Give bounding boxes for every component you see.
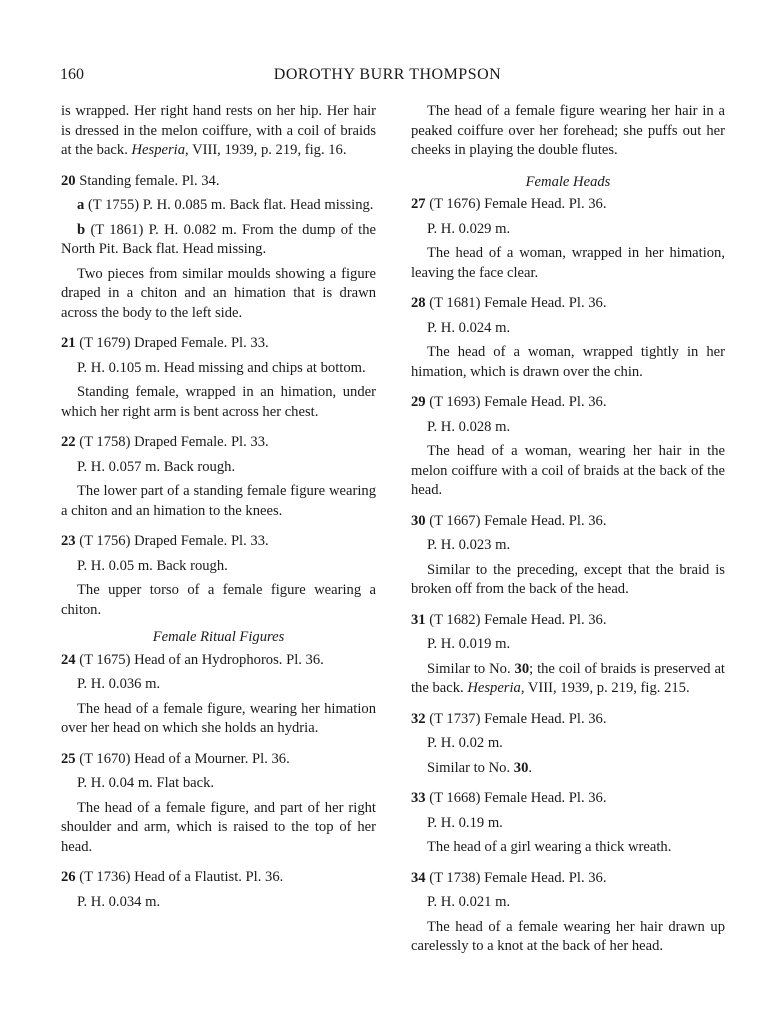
right-column <box>411 102 725 962</box>
page-number: 160 <box>60 66 84 83</box>
entry-dimensions: P. H. 0.105 m. Head missing and chips at bottom. <box>77 359 366 376</box>
entry-dimensions: P. H. 0.02 m. <box>427 735 503 751</box>
entry-heading: 23 (T 1756) Draped Female. Pl. 33. <box>61 533 269 549</box>
entry-number: 26 <box>61 869 76 885</box>
catalogue-entry-23 <box>61 532 376 620</box>
entry-number: 23 <box>61 533 76 549</box>
catalogue-entry-27 <box>411 195 725 283</box>
entry-description: The head of a girl wearing a thick wreath. <box>427 839 672 855</box>
entry-number: 24 <box>61 651 76 668</box>
entry-number: 22 <box>61 434 76 450</box>
catalogue-entry-28 <box>411 294 725 382</box>
entry-number: 32 <box>411 710 426 727</box>
section-heading: Female Ritual Figures <box>152 629 285 645</box>
running-title: DOROTHY BURR THOMPSON <box>273 66 502 83</box>
catalogue-entry-32 <box>411 710 725 779</box>
entry-dimensions: P. H. 0.034 m. <box>77 893 161 910</box>
entry-subitem-b: b (T 1861) P. H. 0.082 m. From the dump of the North Pit. Back flat. Head missing. <box>61 221 376 257</box>
entry-heading: 33 (T 1668) Female Head. Pl. 36. <box>411 790 607 806</box>
entry-description: Similar to No. 30; the coil of braids is preserved at the back. Hesperia, VIII, 1939, p. 219, fig. 215. <box>411 660 725 696</box>
entry-heading: 21 (T 1679) Draped Female. Pl. 33. <box>61 335 269 351</box>
entry-number: 20 <box>61 172 76 189</box>
entry-dimensions: P. H. 0.024 m. <box>427 319 511 336</box>
entry-heading: 28 (T 1681) Female Head. Pl. 36. <box>411 295 607 311</box>
entry-description: The head of a female wearing her hair drawn up carelessly to a knot at the back of her head. <box>411 918 725 954</box>
entry-description: The head of a woman, wrapped in her himation, leaving the face clear. <box>411 245 725 281</box>
entry-number: 31 <box>411 611 426 628</box>
section-heading: Female Heads <box>525 173 611 190</box>
catalogue-entry-33 <box>411 789 725 858</box>
entry-number: 27 <box>411 196 426 212</box>
entry-heading: 31 (T 1682) Female Head. Pl. 36. <box>411 611 607 628</box>
continued-text: The head of a female figure wearing her hair in a peaked coiffure over her forehead; she puffs out her cheeks in playing the double flutes. <box>411 103 725 158</box>
entry-subitem-a: a (T 1755) P. H. 0.085 m. Back flat. Head missing. <box>77 197 374 213</box>
entry-description: Similar to No. 30. <box>427 759 533 776</box>
entry-dimensions: P. H. 0.036 m. <box>77 676 161 692</box>
entry-heading: 25 (T 1670) Head of a Mourner. Pl. 36. <box>61 750 290 767</box>
entry-heading: 24 (T 1675) Head of an Hydrophoros. Pl. 36. <box>61 651 324 668</box>
catalogue-entry-24 <box>61 651 376 739</box>
entry-description: The head of a woman, wrapped tightly in her himation, which is drawn over the chin. <box>411 344 725 380</box>
entry-number: 29 <box>411 394 426 410</box>
entry-dimensions: P. H. 0.019 m. <box>427 636 511 652</box>
entry-heading: 20 Standing female. Pl. 34. <box>61 172 220 189</box>
entry-description: The head of a female figure, wearing her himation over her head on which she holds an hydria. <box>61 700 376 736</box>
entry-heading: 30 (T 1667) Female Head. Pl. 36. <box>411 512 607 529</box>
catalogue-entry-20 <box>61 172 376 324</box>
entry-description: The head of a woman, wearing her hair in the melon coiffure with a coil of braids at the back of the head. <box>411 443 725 498</box>
entry-description: Similar to the preceding, except that the braid is broken off from the back of the head. <box>411 561 725 597</box>
entry-heading: 27 (T 1676) Female Head. Pl. 36. <box>411 196 607 212</box>
entry-dimensions: P. H. 0.029 m. <box>427 220 511 237</box>
entry-dimensions: P. H. 0.023 m. <box>427 537 511 553</box>
entry-dimensions: P. H. 0.19 m. <box>427 814 503 831</box>
entry-number: 25 <box>61 750 76 767</box>
entry-description: The upper torso of a female figure wearing a chiton. <box>61 582 376 618</box>
entry-heading: 22 (T 1758) Draped Female. Pl. 33. <box>61 434 269 450</box>
entry-number: 28 <box>411 295 426 311</box>
entry-description: The lower part of a standing female figure wearing a chiton and an himation to the knees. <box>61 483 376 519</box>
catalogue-entry-31 <box>411 611 725 699</box>
entry-heading: 34 (T 1738) Female Head. Pl. 36. <box>411 869 607 886</box>
entry-dimensions: P. H. 0.028 m. <box>427 418 511 435</box>
entry-number: 33 <box>411 790 426 806</box>
continued-text: is wrapped. Her right hand rests on her hip. Her hair is dressed in the melon coiffure, with a coil of braids at the back. Hesperia, VIII, 1939, p. 219, fig. 16. <box>61 103 376 158</box>
entry-dimensions: P. H. 0.057 m. Back rough. <box>77 458 236 475</box>
entry-dimensions: P. H. 0.05 m. Back rough. <box>77 557 228 574</box>
entry-dimensions: P. H. 0.021 m. <box>427 894 511 910</box>
entry-dimensions: P. H. 0.04 m. Flat back. <box>77 775 215 791</box>
catalogue-entry-26 <box>61 868 376 912</box>
entry-heading: 32 (T 1737) Female Head. Pl. 36. <box>411 710 607 727</box>
catalogue-entry-21 <box>61 334 376 422</box>
entry-number: 34 <box>411 869 426 886</box>
entry-description: Standing female, wrapped in an himation, under which her right arm is bent across her chest. <box>61 384 376 420</box>
catalogue-entry-25 <box>61 750 376 858</box>
entry-heading: 29 (T 1693) Female Head. Pl. 36. <box>411 394 607 410</box>
entry-number: 30 <box>411 512 426 529</box>
entry-description: Two pieces from similar moulds showing a figure draped in a chiton and an himation that is drawn across the body to the left side. <box>61 265 376 321</box>
catalogue-entry-29 <box>411 393 725 501</box>
catalogue-entry-30 <box>411 512 725 600</box>
entry-description: The head of a female figure, and part of her right shoulder and arm, which is raised to the top of her head. <box>61 799 376 855</box>
left-column <box>61 102 376 917</box>
catalogue-entry-34 <box>411 869 725 957</box>
entry-heading: 26 (T 1736) Head of a Flautist. Pl. 36. <box>61 869 284 885</box>
entry-number: 21 <box>61 335 76 351</box>
catalogue-entry-22 <box>61 433 376 521</box>
